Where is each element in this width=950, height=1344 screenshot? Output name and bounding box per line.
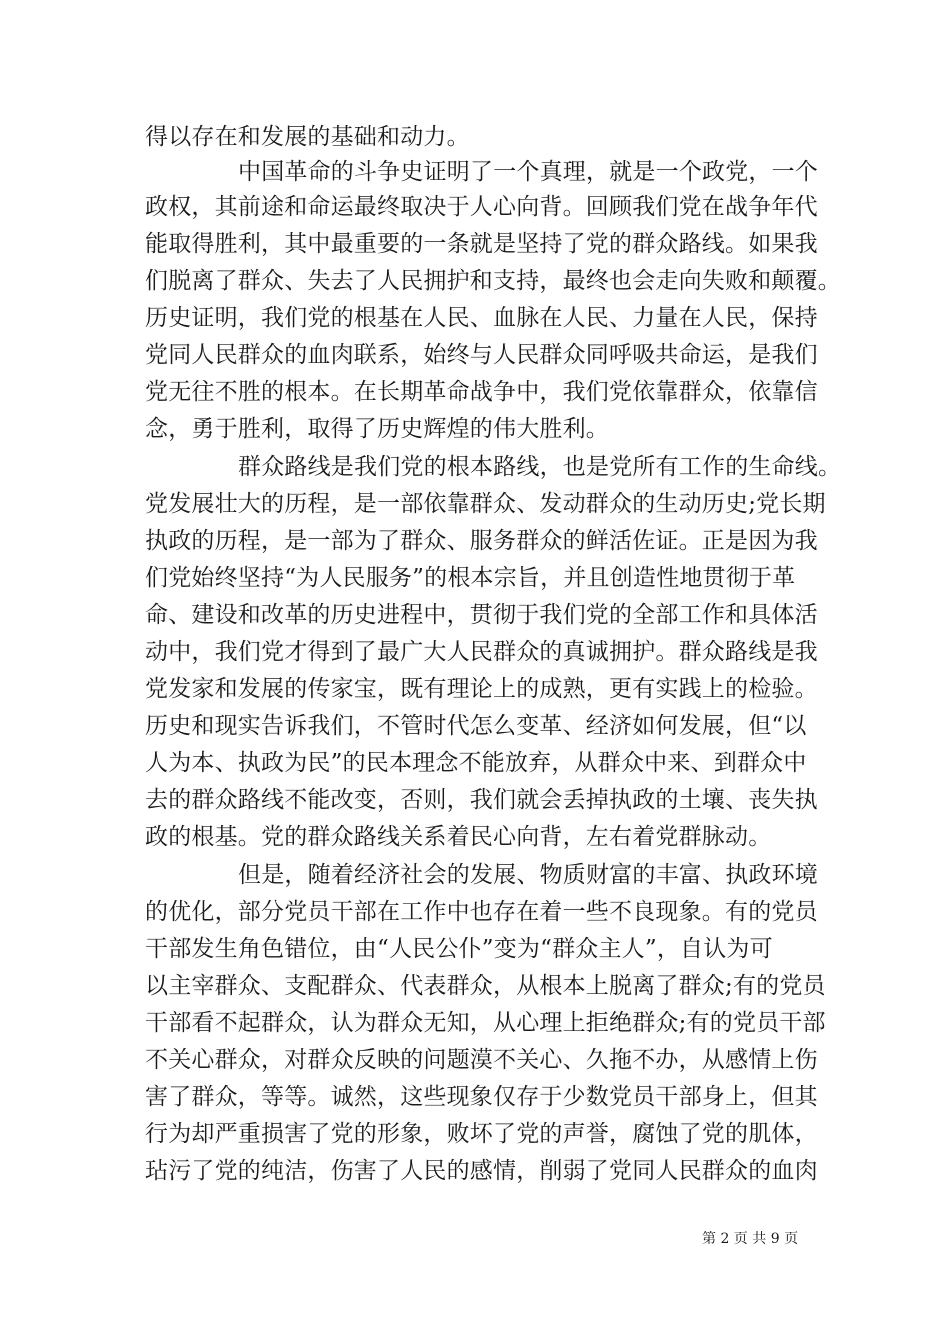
text-line: 玷污了党的纯洁，伤害了人民的感情，削弱了党同人民群众的血肉	[145, 1158, 818, 1184]
text-line: 人为本、执政为民”的民本理念不能放弃，从群众中来、到群众中	[145, 750, 807, 776]
text-line: 历史和现实告诉我们，不管时代怎么变革、经济如何发展，但“以	[145, 713, 807, 739]
text-line: 命、建设和改革的历史进程中，贯彻于我们党的全部工作和具体活	[145, 602, 818, 628]
text-line: 去的群众路线不能改变，否则，我们就会丢掉执政的土壤、丧失执	[145, 787, 818, 813]
text-line: 行为却严重损害了党的形象，败坏了党的声誉，腐蚀了党的肌体，	[145, 1121, 818, 1147]
text-line: 政的根基。党的群众路线关系着民心向背，左右着党群脉动。	[145, 824, 772, 850]
text-line: 得以存在和发展的基础和动力。	[145, 124, 470, 150]
text-line: 干部发生角色错位，由“人民公仆”变为“群众主人”，自认为可	[145, 936, 773, 962]
page-number-footer: 第 2 页 共 9 页	[702, 1231, 799, 1247]
text-line: 党发展壮大的历程，是一部依靠群众、发动群众的生动历史;党长期	[145, 491, 826, 517]
text-line: 执政的历程，是一部为了群众、服务群众的鲜活佐证。正是因为我	[145, 528, 818, 554]
paragraph-start-line: 群众路线是我们党的根本路线，也是党所有工作的生命线。	[238, 454, 842, 480]
text-line: 念，勇于胜利，取得了历史辉煌的伟大胜利。	[145, 416, 609, 442]
text-line: 的优化，部分党员干部在工作中也存在着一些不良现象。有的党员	[145, 899, 818, 925]
text-line: 能取得胜利，其中最重要的一条就是坚持了党的群众路线。如果我	[145, 231, 818, 257]
text-line: 们党始终坚持“为人民服务”的根本宗旨，并且创造性地贯彻于革	[145, 565, 796, 591]
paragraph-start-line: 但是，随着经济社会的发展、物质财富的丰富、执政环境	[238, 862, 818, 888]
text-line: 动中，我们党才得到了最广大人民群众的真诚拥护。群众路线是我	[145, 639, 818, 665]
text-line: 以主宰群众、支配群众、代表群众，从根本上脱离了群众;有的党员	[145, 973, 826, 999]
text-line: 政权，其前途和命运最终取决于人心向背。回顾我们党在战争年代	[145, 194, 818, 220]
text-line: 不关心群众，对群众反映的问题漠不关心、久拖不办，从感情上伤	[145, 1047, 818, 1073]
text-line: 历史证明，我们党的根基在人民、血脉在人民、力量在人民，保持	[145, 305, 818, 331]
text-line: 党发家和发展的传家宝，既有理论上的成熟，更有实践上的检验。	[145, 676, 818, 702]
text-line: 们脱离了群众、失去了人民拥护和支持，最终也会走向失败和颠覆。	[145, 268, 841, 294]
paragraph-start-line: 中国革命的斗争史证明了一个真理，就是一个政党，一个	[238, 159, 818, 185]
text-line: 党无往不胜的根本。在长期革命战争中，我们党依靠群众，依靠信	[145, 379, 818, 405]
text-line: 干部看不起群众，认为群众无知，从心理上拒绝群众;有的党员干部	[145, 1010, 826, 1036]
text-line: 害了群众，等等。诚然，这些现象仅存于少数党员干部身上，但其	[145, 1084, 818, 1110]
text-line: 党同人民群众的血肉联系，始终与人民群众同呼吸共命运，是我们	[145, 342, 818, 368]
